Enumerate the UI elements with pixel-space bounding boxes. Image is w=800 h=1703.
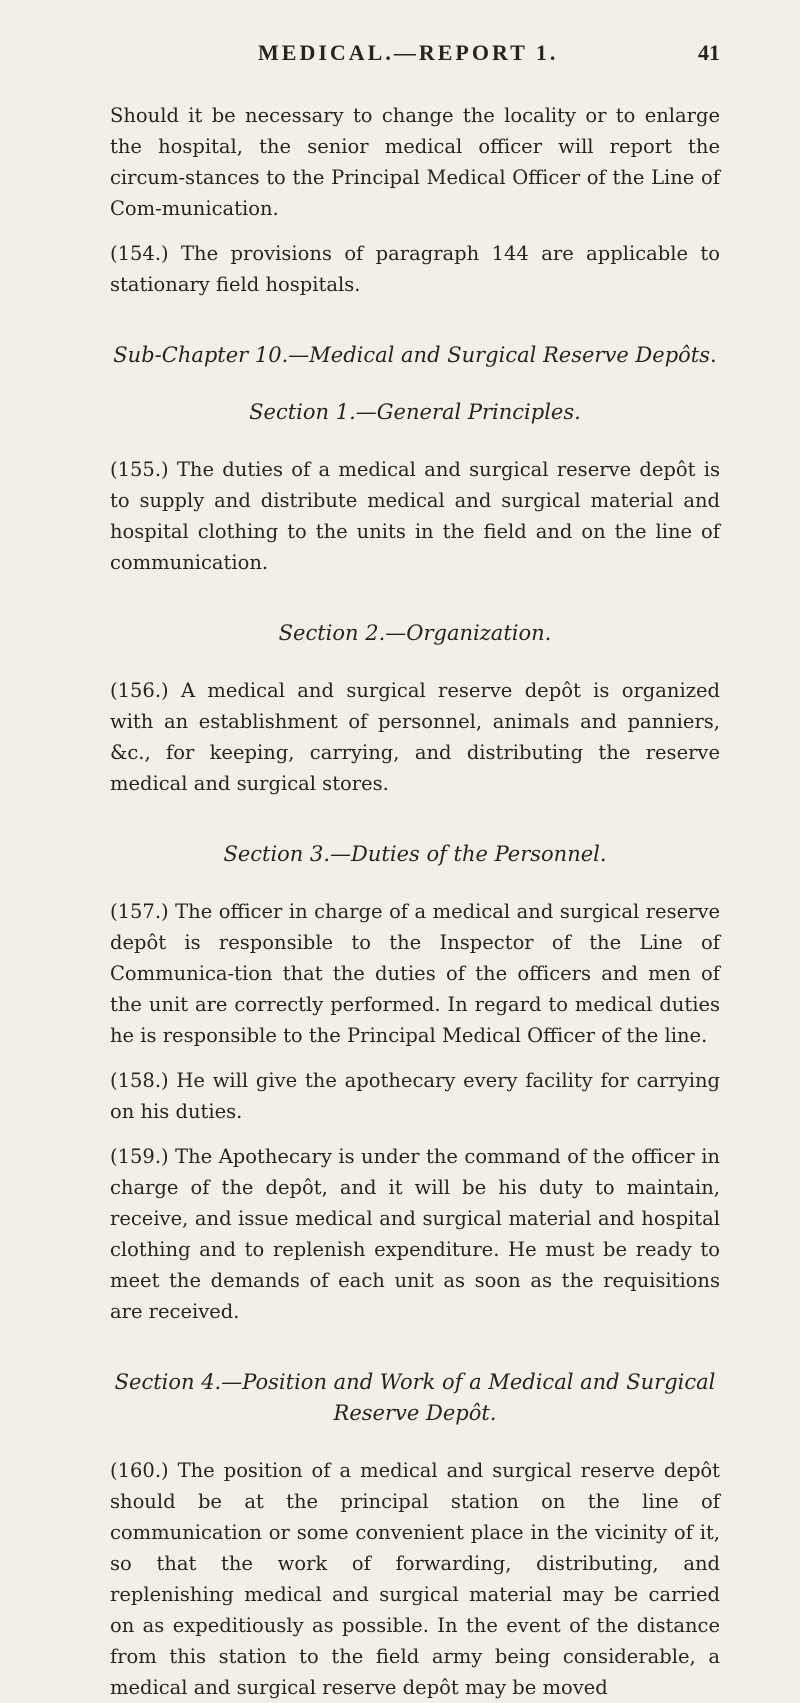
section-3-heading: Section 3.—Duties of the Personnel.	[223, 842, 607, 866]
section-1-heading: Section 1.—General Principles.	[249, 400, 581, 424]
paragraph-160: (160.) The position of a medical and surgical reserve depôt should be at the principal station on the line of communication or some convenient place in the vicinity of it, so that the work of forwarding, distributing, and replenishing medical and surgical material may be carried on as expeditiously as possible. In the event of the distance from this station to the field army being considerable, a medical and surgical reserve depôt may be moved	[110, 1459, 720, 1699]
paragraph-155: (155.) The duties of a medical and surgical reserve depôt is to supply and distribute medical and surgical material and hospital clothing to the units in the field and on the line of communication.	[110, 458, 720, 574]
running-header	[0, 40, 800, 76]
running-title: MEDICAL.—REPORT 1.	[258, 40, 559, 65]
sub-chapter-heading: Sub-Chapter 10.—Medical and Surgical Reserve Depôts.	[113, 343, 717, 367]
paragraph-156: (156.) A medical and surgical reserve depôt is organized with an establishment of personnel, animals and panniers, &c., for keeping, carrying, and distributing the reserve medical and surgical stores.	[110, 679, 720, 795]
paragraph-154: (154.) The provisions of paragraph 144 are applicable to stationary field hospitals.	[110, 242, 720, 296]
section-4-heading: Section 4.—Position and Work of a Medical and Surgical Reserve Depôt.	[114, 1370, 716, 1425]
paragraph-158: (158.) He will give the apothecary every facility for carrying on his duties.	[110, 1069, 720, 1123]
paragraph-continued: Should it be necessary to change the locality or to enlarge the hospital, the senior medical officer will report the circum-stances to the Principal Medical Officer of the Line of Com-munication.	[110, 104, 720, 220]
page-number: 41	[698, 40, 720, 65]
section-2-heading: Section 2.—Organization.	[278, 621, 552, 645]
paragraph-157: (157.) The officer in charge of a medical and surgical reserve depôt is responsible to the Inspector of the Line of Communica-tion that the duties of the officers and men of the unit are correctly performed. In regard to medical duties he is responsible to the Principal Medical Officer of the line.	[110, 900, 720, 1047]
body-text	[110, 100, 720, 1703]
paragraph-159: (159.) The Apothecary is under the command of the officer in charge of the depôt, and it will be his duty to maintain, receive, and issue medical and surgical material and hospital clothing and to replenish expenditure. He must be ready to meet the demands of each unit as soon as the requisitions are received.	[110, 1145, 720, 1323]
